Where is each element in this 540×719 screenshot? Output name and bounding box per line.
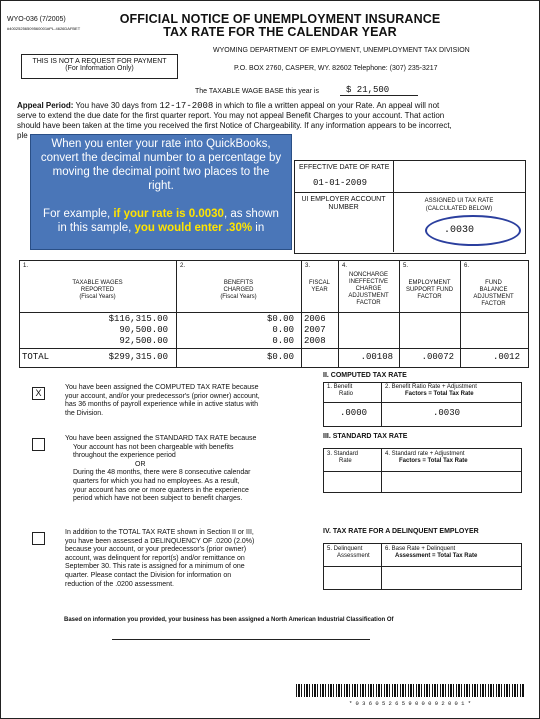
col-2-header (176, 280, 301, 301)
col-1-header-line: TAXABLE WAGES (72, 280, 123, 286)
col-6-header-line: ADJUSTMENT (473, 294, 514, 300)
col-5-header-line: SUPPORT FUND (405, 287, 454, 293)
col-3-header (301, 280, 338, 294)
total-noncharge: .00108 (360, 352, 393, 362)
col-6-header-line: FACTOR (481, 301, 506, 307)
col-6-header (460, 280, 527, 308)
computed-text-line: has 36 months of payroll experience while in active status with (65, 401, 258, 409)
col-3-header-line: FISCAL (308, 280, 330, 286)
col-5-header-line: EMPLOYMENT (408, 280, 451, 286)
standard-rate-header: III. STANDARD TAX RATE (323, 433, 408, 440)
label-line: Factors = Total Tax Rate (405, 391, 474, 397)
computed-rate-text (65, 384, 305, 418)
standard-rate-checkbox[interactable] (32, 438, 45, 451)
wages-2007: 90,500.00 (119, 325, 168, 335)
delinquent-text-line: September 30. This rate is assigned for a minimum of one (65, 563, 245, 571)
benefits-2006: $0.00 (266, 314, 294, 324)
standard-text-line: quarters for which you had no employees. As a result, (73, 477, 240, 485)
col-4-header-line: INEFFECTIVE (348, 279, 388, 285)
callout-line-4: right. (148, 180, 174, 192)
label-line: 6. Base Rate + Delinquent (385, 546, 456, 552)
callout-line-2: convert the decimal number to a percentage by (40, 152, 282, 164)
col-2-header-line: CHARGED (223, 287, 254, 293)
label-line: Factors = Total Tax Rate (399, 458, 468, 464)
delinquent-text-line: quarter. Please contact the Division for information on (65, 571, 232, 579)
appeal-line-2: serve to extend the due date for the first quarter report. You may not appeal Benefit Charges to your account. That action (17, 111, 445, 120)
callout-line-5c: , as shown (223, 208, 279, 220)
callout-line-5b: if your rate is 0.0030 (113, 208, 224, 220)
naics-statement: Based on information you provided, your business has been assigned a North American Industrial Classification Of (64, 617, 394, 623)
delinquent-assessment-label (327, 546, 370, 560)
label-line: 1. Benefit (327, 384, 353, 390)
wages-2006: $116,315.00 (108, 314, 168, 324)
callout-line-6 (31, 221, 291, 235)
assigned-rate-value: .0030 (444, 225, 475, 236)
total-benefits: $0.00 (266, 352, 294, 362)
label-line: 4. Standard rate + Adjustment (385, 451, 465, 457)
total-support-fund: .00072 (421, 352, 454, 362)
computed-text-line: your account, and/or your predecessor's (prior owner) account, (65, 392, 260, 400)
fiscal-year-1: 2006 (304, 314, 326, 324)
standard-text-line: Your account has not been chargeable with benefits (73, 443, 234, 451)
standard-total-label (385, 451, 468, 465)
computed-text-line: You have been assigned the COMPUTED TAX RATE because (65, 384, 259, 391)
col-4-header-line: NONCHARGE (348, 272, 388, 278)
computed-total-rate-value: .0030 (433, 408, 461, 418)
delinquent-rate-checkbox[interactable] (32, 532, 45, 545)
fiscal-year-3: 2008 (304, 336, 326, 346)
appeal-text-2: in which to file a written appeal on your Rate. An appeal will not (215, 101, 440, 110)
account-label-1: UI EMPLOYER ACCOUNT (301, 196, 386, 203)
col-4-header-line: CHARGE (355, 286, 382, 292)
callout-line-6c: in (252, 222, 265, 234)
col-6-header-line: BALANCE (479, 287, 508, 293)
standard-text-line: your account has one or more quarters in the experience (73, 486, 249, 494)
delinquent-rate-header: IV. TAX RATE FOR A DELINQUENT EMPLOYER (323, 528, 479, 535)
appeal-line-4: ple (17, 131, 28, 140)
appeal-date: 12-17-2008 (159, 101, 214, 111)
appeal-text-1: You have 30 days from (75, 101, 158, 110)
callout-line-5 (31, 207, 291, 221)
barcode (296, 684, 524, 697)
label-line: Ratio (339, 391, 354, 397)
delinquent-text-line: reduction of the .0200 assessment. (65, 580, 174, 588)
appeal-line-3: should have been taken at the time you received the first Notice of Chargeability. If any information appears to be incorrect, (17, 121, 452, 130)
account-label-2: NUMBER (328, 204, 359, 211)
total-fund-balance: .0012 (492, 352, 520, 362)
computed-rate-header: II. COMPUTED TAX RATE (323, 372, 407, 379)
col-3-number: 3. (305, 263, 311, 269)
fiscal-year-2: 2007 (304, 325, 326, 335)
not-request-line-1: THIS IS NOT A REQUEST FOR PAYMENT (32, 58, 167, 65)
appeal-label: Appeal Period: (17, 101, 74, 110)
benefits-2007: 0.00 (272, 325, 294, 335)
delinquent-total-label (385, 546, 477, 560)
col-4-header-line: ADJUSTMENT (348, 293, 389, 299)
total-label: TOTAL (22, 352, 50, 362)
computed-rate-checkbox[interactable]: X (32, 387, 45, 400)
standard-rate-text (65, 435, 305, 504)
agency-name: WYOMING DEPARTMENT OF EMPLOYMENT, UNEMPLOYMENT TAX DIVISION (213, 47, 470, 54)
form-code: #40025256509560001#PL-4626DAFBET (7, 26, 81, 31)
label-line: 5. Delinquent (327, 546, 363, 552)
title-line-1: OFFICIAL NOTICE OF UNEMPLOYMENT INSURANCE (119, 12, 441, 26)
col-1-number: 1. (23, 263, 29, 269)
col-5-header (399, 280, 460, 301)
callout-line-6a: in this sample, (57, 222, 135, 234)
label-line: Assessment (337, 553, 370, 559)
standard-text-line: You have been assigned the STANDARD TAX RATE because (65, 435, 257, 442)
label-line: Assessment = Total Tax Rate (395, 553, 478, 559)
quickbooks-tip-callout (30, 134, 292, 250)
col-5-number: 5. (403, 263, 409, 269)
standard-text-line: OR (135, 460, 146, 468)
callout-line-6b: you would enter .30% (134, 222, 253, 234)
delinquent-text-line: you have been assessed a DELINQUENCY OF .0200 (2.0%) (65, 537, 255, 545)
benefit-ratio-label (327, 384, 353, 398)
effective-date-value: 01-01-2009 (313, 178, 368, 188)
assigned-label-1: ASSIGNED UI TAX RATE (424, 198, 494, 204)
benefit-ratio-rate-label (385, 384, 477, 398)
delinquent-text-line: account, was delinquent for report(s) and/or remittance on (65, 554, 245, 562)
total-wages: $299,315.00 (108, 352, 168, 362)
benefit-ratio-value: .0000 (340, 408, 368, 418)
col-2-header-line: (Fiscal Years) (220, 294, 257, 300)
computed-text-line: the Division. (65, 409, 104, 417)
barcode-text: * 0 3 6 0 5 2 6 5 9 0 0 0 9 2 0 0 1 * (348, 700, 472, 707)
col-2-header-line: BENEFITS (223, 280, 254, 286)
callout-line-5a: For example, (43, 208, 114, 220)
highlight-ellipse (425, 215, 521, 246)
naics-line (112, 639, 370, 640)
wages-2008: 92,500.00 (119, 336, 168, 346)
effective-date-label: EFFECTIVE DATE OF RATE (299, 164, 390, 171)
col-1-header (19, 280, 176, 301)
agency-address: P.O. BOX 2760, CASPER, WY. 82602 Telephone: (307) 235-3217 (234, 65, 438, 72)
form-id: WYO-036 (7/2005) (7, 16, 66, 23)
col-4-number: 4. (342, 263, 348, 269)
assigned-label-2: (CALCULATED BELOW) (425, 206, 493, 212)
col-4-header (338, 272, 399, 307)
callout-line-3: moving the decimal point two places to the (52, 166, 270, 178)
title-line-2: TAX RATE FOR THE CALENDAR YEAR (163, 25, 397, 39)
standard-rate-label (327, 451, 358, 465)
col-3-header-line: YEAR (311, 287, 328, 293)
col-1-header-line: (Fiscal Years) (79, 294, 116, 300)
col-2-number: 2. (180, 263, 186, 269)
label-line: 2. Benefit Ratio Rate + Adjustment (385, 384, 477, 390)
col-1-header-line: REPORTED (80, 287, 115, 293)
wage-base-label: The TAXABLE WAGE BASE this year is (195, 88, 319, 95)
not-request-line-2: (For Information Only) (65, 65, 134, 72)
benefits-2008: 0.00 (272, 336, 294, 346)
standard-text-line: During the 48 months, there were 8 consecutive calendar (73, 469, 251, 477)
delinquent-text-line: because your account, or your predecessor's (prior owner) (65, 546, 247, 554)
not-request-box (21, 54, 178, 79)
label-line: 3. Standard (327, 451, 359, 457)
col-6-number: 6. (464, 263, 470, 269)
label-line: Rate (339, 458, 352, 464)
appeal-line-1 (17, 101, 439, 111)
callout-line-1: When you enter your rate into QuickBooks, (51, 138, 271, 150)
delinquent-text-line: In addition to the TOTAL TAX RATE shown in Section II or III, (65, 529, 254, 536)
col-6-header-line: FUND (485, 280, 502, 286)
delinquent-rate-text (65, 529, 305, 589)
wage-base-value: $ 21,500 (340, 85, 418, 96)
standard-text-line: period which have not been subject to benefit charges. (73, 495, 243, 503)
col-5-header-line: FACTOR (417, 294, 442, 300)
col-4-header-line: FACTOR (356, 300, 381, 306)
standard-text-line: throughout the experience period (73, 452, 176, 460)
